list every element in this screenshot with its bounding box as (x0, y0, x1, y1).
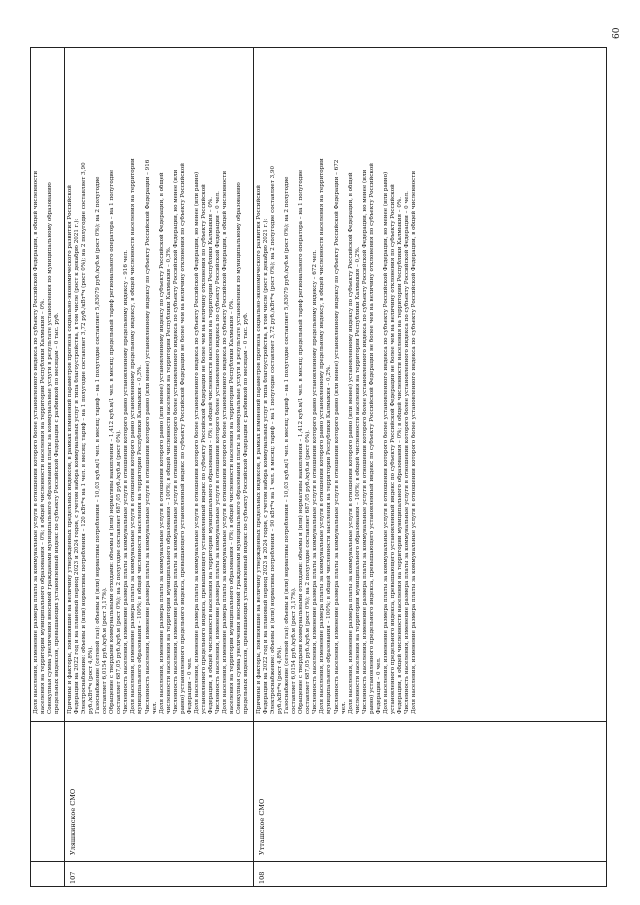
tariff-table (30, 47, 607, 887)
text-line: установленного предельного индекса, превышающего установленный индекс по субъекту Российской Федерации не более чем на величину отклонения по субъекту Российской (389, 184, 396, 714)
text-line: равно) установленного предельного индекса, превышающего установленный индекс по субъекту Российской Федерации не более чем на величину отклонения по субъекту Российской (368, 163, 375, 714)
text-line: руб./кВт*ч (рост 4,8%). (277, 645, 284, 714)
text-line: Совокупная сумма увеличения вносимой гражданами муниципального образования платы за коммунальные услуги в результате установления по муниципальному образованию (47, 182, 54, 714)
text-line: Численность населения, изменение размера платы за коммунальные услуги в отношении которого более установленного индекса по субъекту Российской Федерации, но менее (или (172, 169, 179, 714)
text-line: Доля населения, изменение размера платы за коммунальные услуги в отношении которого более установленного индекса по субъекту Российской Федерации, в общей численности (222, 170, 229, 714)
municipality-cell (65, 721, 253, 861)
text-line: Доля населения, изменение размера платы за коммунальные услуги в отношении которого равно установленному предельному индексу, в общей численности населения на территории (130, 158, 137, 714)
text-line: Численность населения, изменение размера платы за коммунальные услуги в отношении которого более установленного индекса по субъекту Российской Федерации, но менее (или (361, 169, 368, 714)
text-line: Доля населения, изменение размера платы за коммунальные услуги в отношении которого более установленного индекса по субъекту Российской Федерации, но менее (или равно) (193, 171, 200, 714)
text-line: руб./кВт*ч (рост 4,8%). (88, 645, 95, 714)
municipality-cell (31, 721, 64, 861)
text-line: Причины и факторы, повлиявшие на величину утвержденных предельных индексов, в рамках изменений параметров прогноза социально-экономического развития Российской (67, 185, 73, 714)
text-line: Федерации, в общей численности населения на территории муниципального образования – 0%; в общей численности населения на территории Республики Калмыкия – 0%. (207, 197, 214, 714)
text-line: Газоснабжение (сетевой газ): объемы и (или) нормативы потребления – 10,03 куб.м/1 чел. в месяц; тариф – на 1 полугодие составляет 5,83079 руб./куб.м (рост 0%); на 2 полугодие (284, 176, 291, 714)
text-line: Обращение с твердыми коммунальными отходами: объемы и (или) нормативы накопления – 1,412 куб.м/1 чел. в месяц; предельный тариф регионального оператора – на 1 полугодие (298, 169, 305, 714)
text-line: составляет 6,0154 руб./куб.м (рост 3,17%). (102, 587, 109, 714)
table-row-108 (254, 48, 606, 886)
text-line: населения на территории муниципального образования – 0%; в общей численности населения на территории Республики Калмыкия – 0%. (229, 298, 236, 714)
text-line: составляет 687,05 руб./куб.м (рост 0%); на 2 полугодие составляет 687,05 руб./куб.м (рост 0%). (116, 429, 123, 714)
text-line: Федерации – 0 чел. (186, 657, 193, 714)
text-line: Обращение с твердыми коммунальными отходами: объемы и (или) нормативы накопления – 1,412 куб.м/1 чел. в месяц; предельный тариф регионального оператора – на 1 полугодие (109, 169, 116, 714)
description-cell (254, 48, 606, 720)
text-line: Причины и факторы, повлиявшие на величину утвержденных предельных индексов, в рамках изменений параметров прогноза социально-экономического развития Российской (256, 185, 262, 714)
row-number-cell (254, 861, 606, 886)
text-line: Доля населения, изменение размера платы за коммунальные услуги в отношении которого более установленного индекса по субъекту Российской Федерации, но менее (или равно) (382, 171, 389, 714)
text-line: Численность населения, изменение размера платы за коммунальные услуги в отношении которого равно установленному предельному индексу – 916 чел. (123, 249, 130, 714)
text-line: Доля населения, изменение размера платы за коммунальные услуги в отношении которого равно (или менее) установленному индексу по субъекту Российской Федерации, в общей (347, 172, 354, 714)
municipality-name: Утташское СМО (258, 798, 266, 855)
text-line: Федерации на 2022 год и на плановый период 2023 и 2024 годов, с учетом набора коммунальных услуг и типа благоустройства, в том числе (рост к декабрю 2021 г.): (263, 218, 270, 714)
text-line: Доля населения, изменение размера платы за коммунальные услуги в отношении которого равно (или менее) установленному индексу по субъекту Российской Федерации, в общей (158, 172, 165, 714)
text-line: составляет 6,0154 руб./куб.м (рост 3,17%). (291, 587, 298, 714)
text-line: Численность населения, изменение размера платы за коммунальные услуги в отношении которого более установленного индекса по субъекту Российской Федерации – 0 чел. (214, 191, 221, 714)
text-line: Федерации – 0 чел. (375, 657, 382, 714)
municipality-cell (254, 721, 606, 861)
text-line: Численность населения, изменение размера платы за коммунальные услуги в отношении которого равно (или менее) установленному индексу по субъекту Российской Федерации – 916 (144, 159, 151, 714)
text-line: Совокупная сумма увеличения вносимой гражданами муниципального образования платы за коммунальные услуги в результате установления по муниципальному образованию (236, 182, 243, 714)
row-number-cell (65, 861, 253, 886)
text-line: Федерации на 2022 год и на плановый период 2023 и 2024 годов, с учетом набора коммунальных услуг и типа благоустройства, в том числе (рост к декабрю 2021 г.): (74, 218, 81, 714)
text-line: Доля населения, изменение размера платы за коммунальные услуги в отношении которого более установленного индекса по субъекту Российской Федерации, в общей численности (411, 170, 418, 714)
text-line: численности населения на территории муниципального образования – 100%; в общей численности населения на территории Республики Калмыкия – 0,2%. (354, 246, 361, 714)
text-line: Электроснабжение: объемы и (или) нормативы потребления – 120 кВт*ч на 1 чел. в месяц; тариф – на 1 полугодие составляет 3,72 руб./кВт*ч (рост 0%); на 2 полугодие составляет 3,90 (81, 162, 88, 714)
table-row-continuation (31, 48, 65, 886)
text-line: численности населения на территории муниципального образования – 100%; в общей численности населения на территории Республики Калмыкия – 0,3%. (165, 246, 172, 714)
municipality-name: Уляшкинское СМО (69, 788, 77, 855)
text-line: Электроснабжение: объемы и (или) нормативы потребления – 90 кВт*ч на 1 чел. в месяц; тариф – на 1 полугодие составляет 3,72 руб./кВт*ч (рост 0%); на 2 полугодие составляет 3,90 (270, 165, 277, 714)
text-line: Численность населения, изменение размера платы за коммунальные услуги в отношении которого более установленного индекса по субъекту Российской Федерации – 0 чел. (403, 191, 410, 714)
text-line: населения на территории муниципального образования – 0%; в общей численности населения на территории Республики Калмыкия – 0%. (40, 298, 47, 714)
text-line: Численность населения, изменение размера платы за коммунальные услуги в отношении которого равно (или менее) установленному индексу по субъекту Российской Федерации – 672 (333, 159, 340, 714)
text-line: Газоснабжение (сетевой газ): объемы и (или) нормативы потребления – 10,03 куб.м/1 чел. в месяц; тариф – на 1 полугодие составляет 5,83079 руб./куб.м (рост 0%); на 2 полугодие (95, 176, 102, 714)
table-row-107 (65, 48, 254, 886)
row-number-cell (31, 861, 64, 886)
text-line: составляет 687,05 руб./куб.м (рост 0%); на 2 полугодие составляет 687,05 руб./куб.м (рост 0%). (305, 429, 312, 714)
text-line: чел. (151, 701, 158, 714)
text-line: предельных индексов, превышающих установленный индекс по субъекту Российской Федерации с разбивкой по месяцам – 0 тыс. руб. (54, 312, 61, 714)
text-line: чел. (340, 701, 347, 714)
text-line: Численность населения, изменение размера платы за коммунальные услуги в отношении которого равно установленному предельному индексу – 672 чел. (312, 249, 319, 714)
page-number: 60 (612, 27, 622, 39)
text-line: муниципального образования – 100%; в общей численности населения на территории Республики Калмыкия – 0,2%. (326, 364, 333, 714)
description-cell (65, 48, 253, 720)
text-line: равно) установленного предельного индекса, превышающего установленный индекс по субъекту Российской Федерации не более чем на величину отклонения по субъекту Российской (179, 163, 186, 714)
row-number: 107 (69, 871, 77, 884)
text-line: Доля населения, изменение размера платы за коммунальные услуги в отношении которого более установленного индекса по субъекту Российской Федерации, в общей численности (33, 170, 39, 714)
description-cell (31, 48, 64, 720)
text-line: Доля населения, изменение размера платы за коммунальные услуги в отношении которого равно установленному предельному индексу, в общей численности населения на территории (319, 158, 326, 714)
text-line: Федерации, в общей численности населения на территории муниципального образования – 0%; в общей численности населения на территории Республики Калмыкия – 0%. (396, 197, 403, 714)
text-line: установленного предельного индекса, превышающего установленный индекс по субъекту Российской Федерации не более чем на величину отклонения по субъекту Российской (200, 184, 207, 714)
text-line: муниципального образования – 100%; в общей численности населения на территории Республики Калмыкия – 0,3%. (137, 364, 144, 714)
text-line: предельных индексов, превышающих установленный индекс по субъекту Российской Федерации с разбивкой по месяцам – 0 тыс. руб. (243, 312, 250, 714)
row-number: 108 (258, 871, 266, 884)
